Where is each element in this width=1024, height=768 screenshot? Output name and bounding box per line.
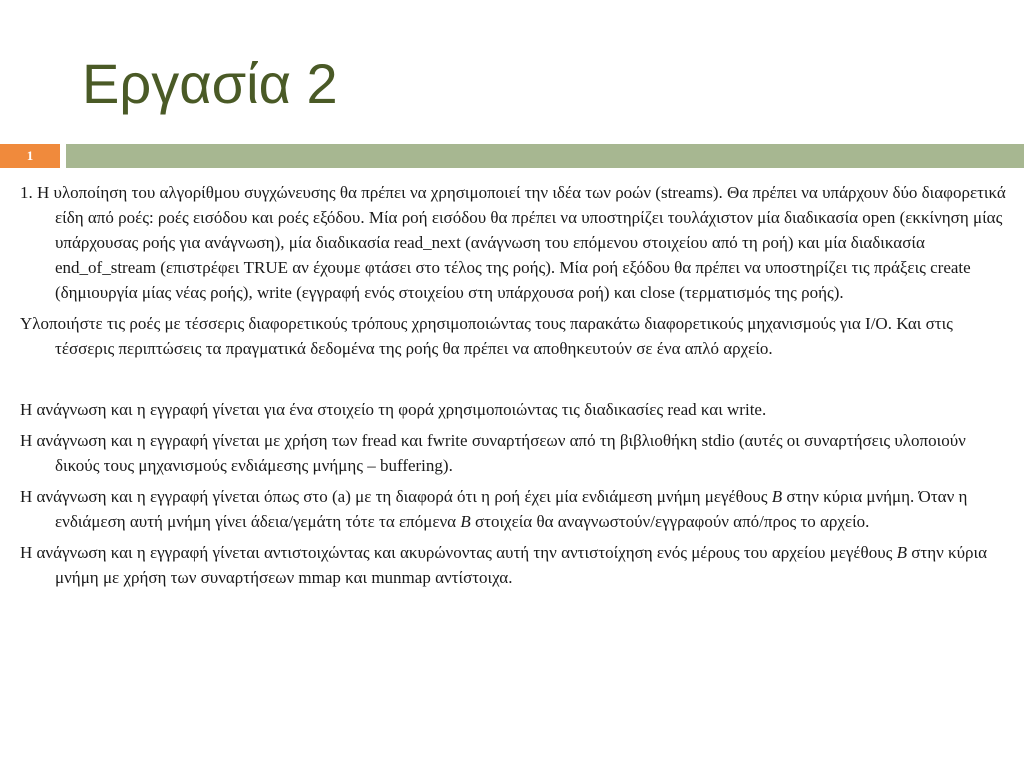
paragraph-method-fread-fwrite: Η ανάγνωση και η εγγραφή γίνεται με χρήση των fread και fwrite συναρτήσεων από τη βιβλιοθήκη stdio (αυτές οι συναρτήσεις υλοποιούν δικούς τους μηχανισμούς ενδιάμεσης μνήμης – buffering). [20,431,966,475]
paragraph-method-buffer: Η ανάγνωση και η εγγραφή γίνεται όπως στο (a) με τη διαφορά ότι η ροή έχει μία ενδιάμεση μνήμη μεγέθους B στην κύρια μνήμη. Όταν η ενδιάμεση αυτή μνήμη γίνει άδεια/γεμάτη τότε τα επόμενα B στοιχεία θα αναγνωστούν/εγγραφούν από/προς το αρχείο. [20,487,968,531]
slide-title: Εργασία 2 [82,52,338,115]
slide-body [20,180,1010,596]
paragraph-merge-streams: 1. Η υλοποίηση του αλγορίθμου συγχώνευσης θα πρέπει να χρησιμοποιεί την ιδέα των ροών (streams). Θα πρέπει να υπάρχουν δύο διαφορετικά είδη από ροές: ροές εισόδου και ροές εξόδου. Μία ροή εισόδου θα πρέπει να υποστηρίζει τουλάχιστον μία διαδικασία open (εκκίνηση μίας υπάρχουσας ροής για ανάγνωση), μία διαδικασία read_next (ανάγνωση του επόμενου στοιχείου από τη ροή) και μία διαδικασία end_of_stream (επιστρέφει TRUE αν έχουμε φτάσει στο τέλος της ροής). Μία ροή εξόδου θα πρέπει να υποστηρίζει τις πράξεις create (δημιουργία μίας νέας ροής), write (εγγραφή ενός στοιχείου στη υπάρχουσα ροή) και close (τερματισμός της ροής). [20,183,1006,302]
paragraph-implement-streams: Υλοποιήστε τις ροές με τέσσερις διαφορετικούς τρόπους χρησιμοποιώντας τους παρακάτω διαφορετικούς μηχανισμούς για I/O. Και στις τέσσερις περιπτώσεις τα πραγματικά δεδομένα της ροής θα πρέπει να αποθηκευτούν σε ένα απλό αρχείο. [20,314,953,358]
paragraph-method-mmap: Η ανάγνωση και η εγγραφή γίνεται αντιστοιχώντας και ακυρώνοντας αυτή την αντιστοίχηση ενός μέρους του αρχείου μεγέθους B στην κύρια μνήμη με χρήση των συναρτήσεων mmap και munmap αντίστοιχα. [20,543,988,587]
title-divider-bar [66,144,1024,168]
slide-number-badge: 1 [0,144,60,168]
spacer [20,367,1010,397]
paragraph-method-read-write: Η ανάγνωση και η εγγραφή γίνεται για ένα στοιχείο τη φορά χρησιμοποιώντας τις διαδικασίες read και write. [20,400,767,419]
